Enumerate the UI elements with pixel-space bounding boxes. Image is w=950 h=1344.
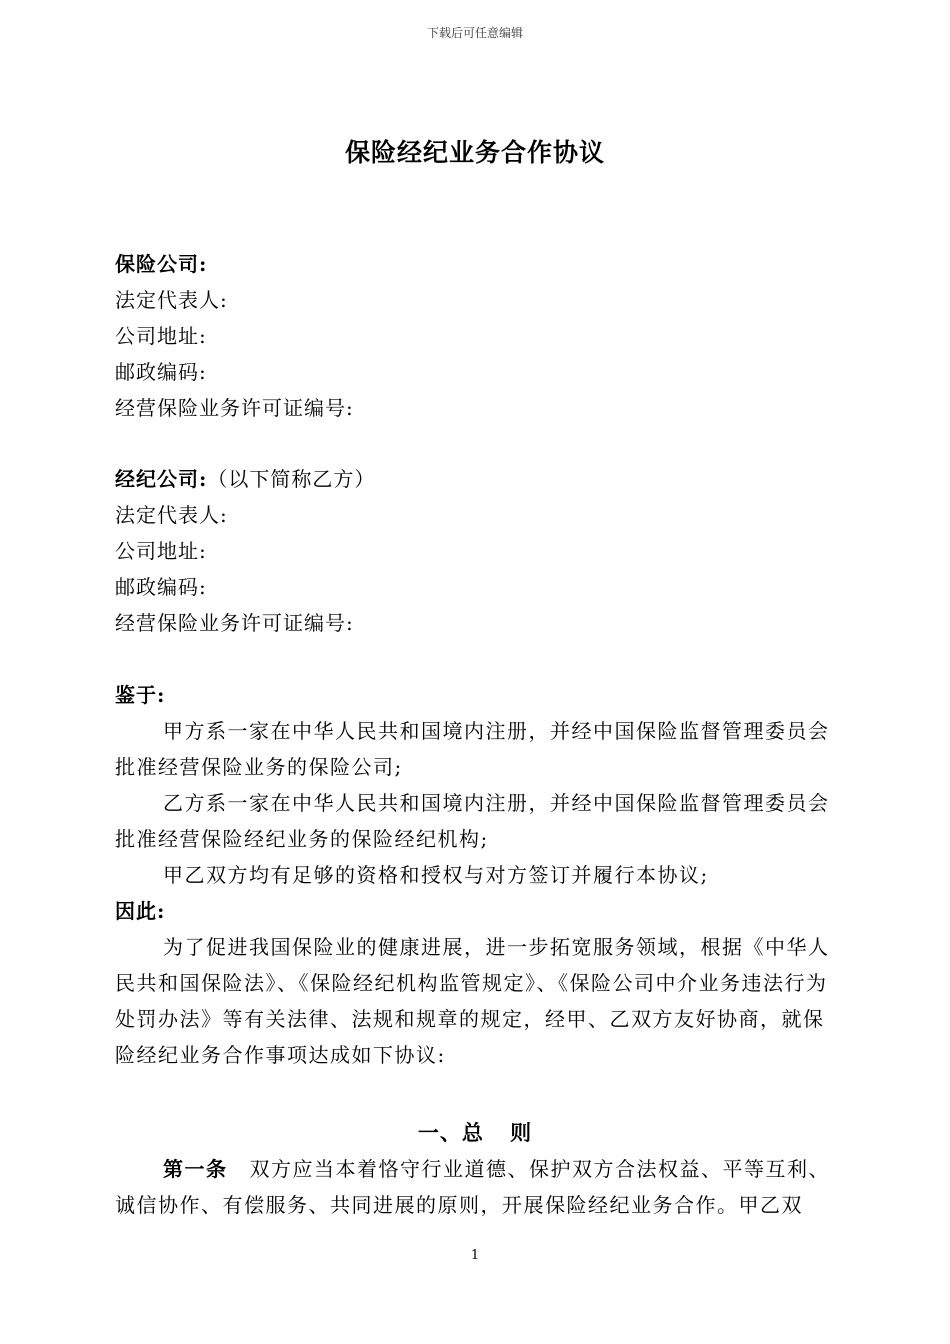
header-note: 下载后可任意编辑: [426, 26, 523, 40]
therefore-paragraph: 为了促进我国保险业的健康进展，进一步拓宽服务领域，根据《中华人民共和国保险法》、《保险经纪机构监管规定》、《保险公司中介业务违法行为处罚办法》等有关法律、法规和规章的规定，经甲、乙双方友好协商，就保险经纪业务合作事项达成如下协议:: [115, 935, 830, 1067]
whereas-heading: 鉴于:: [115, 683, 166, 707]
insurer-address: 公司地址:: [115, 324, 207, 348]
page-number: 1: [470, 1248, 480, 1263]
whereas-paragraph-1: 甲方系一家在中华人民共和国境内注册，并经中国保险监督管理委员会批准经营保险业务的保险公司;: [115, 719, 830, 779]
broker-postcode: 邮政编码:: [115, 575, 207, 599]
broker-heading-note: （以下简称乙方）: [207, 467, 376, 491]
broker-legal-rep: 法定代表人:: [115, 503, 228, 527]
insurer-heading: 保险公司:: [115, 252, 208, 276]
section-1-title: 一、总 则: [417, 1120, 533, 1145]
insurer-section: [115, 246, 840, 426]
article-1-text: 双方应当本着恪守行业道德、保护双方合法权益、平等互利、诚信协作、有偿服务、共同进展的原则，开展保险经纪业务合作。甲乙双: [115, 1157, 830, 1217]
article-1-label: 第一条: [163, 1157, 228, 1181]
article-1: [115, 1151, 840, 1223]
broker-section: [115, 461, 840, 641]
insurer-legal-rep: 法定代表人:: [115, 288, 228, 312]
document-title: 保险经纪业务合作协议: [344, 138, 605, 167]
broker-heading: 经纪公司:: [115, 467, 208, 491]
article-1-paragraph: [115, 1151, 840, 1223]
broker-license: 经营保险业务许可证编号:: [115, 611, 354, 635]
whereas-section: [115, 677, 840, 1073]
broker-heading-line: [115, 461, 840, 497]
whereas-paragraph-3: 甲乙双方均有足够的资格和授权与对方签订并履行本协议;: [163, 863, 709, 887]
whereas-paragraph-2: 乙方系一家在中华人民共和国境内注册，并经中国保险监督管理委员会批准经营保险经纪业务的保险经纪机构;: [115, 791, 830, 851]
insurer-license: 经营保险业务许可证编号:: [115, 396, 354, 420]
insurer-postcode: 邮政编码:: [115, 360, 207, 384]
therefore-heading: 因此:: [115, 899, 166, 923]
broker-address: 公司地址:: [115, 539, 207, 563]
